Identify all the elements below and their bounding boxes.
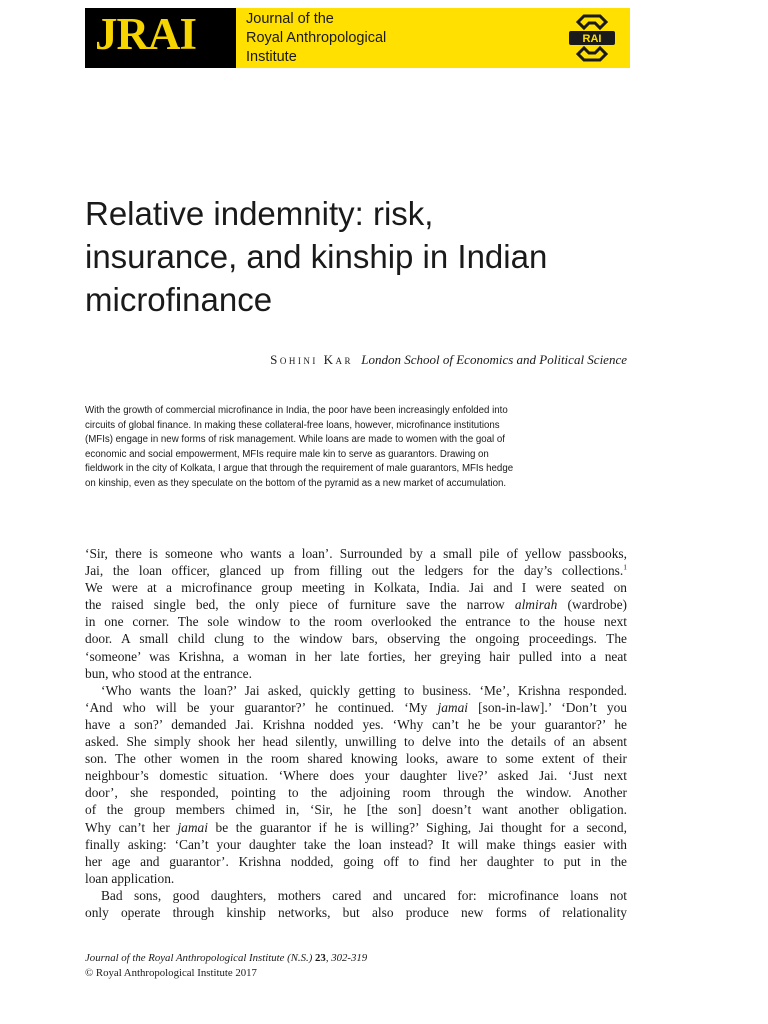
body-line: ‘someone’ was Krishna, a woman in her late forties, her greying hair pulled into a neat xyxy=(85,648,627,664)
body-line: neighbour’s domestic situation. ‘Where does your daughter live?’ asked Jai. ‘Just next xyxy=(85,768,627,784)
body-line: Jai, the loan officer, glanced up from filling out the ledgers for the day’s collections.$^1$ xyxy=(85,562,627,579)
body-line: the raised single bed, the only piece of furniture save the narrow almirah (wardrobe) xyxy=(85,597,627,613)
journal-name: Journal of the Royal Anthropological Institute xyxy=(246,11,387,65)
body-line: Bad sons, good daughters, mothers cared and uncared for: microfinance loans not xyxy=(101,887,627,903)
body-line: finally asking: ‘Can’t your daughter take the loan instead? It will make things easier with xyxy=(85,836,627,852)
body-line: door’, she responded, pointing to the adjoining room through the window. Another xyxy=(85,785,627,801)
svg-text:RAI: RAI xyxy=(582,33,602,45)
rai-emblem-icon xyxy=(566,12,618,64)
body-line: We were at a microfinance group meeting in Kolkata, India. Jai and I were seated on xyxy=(85,580,627,596)
body-line: ‘Sir, there is someone who wants a loan’. Surrounded by a small pile of yellow passbooks, xyxy=(85,546,627,561)
body-line: asked. She simply shook her head silently, unwilling to delve into the details of an absent xyxy=(85,734,627,750)
footnote-marker: 1 xyxy=(623,562,627,572)
abstract: With the growth of commercial microfinance in India, the poor have been increasingly enfolded into circuits of global finance. In making these collateral-free loans, however, microfinance institutions (MFIs) engage in new forms of risk management. While loans are made to women with the goal of economic and social empowerment, MFIs require male kin to serve as guarantors. Drawing on fieldwork in the city of Kolkata, I argue that through the requirement of male guarantors, MFIs hedge on kinship, even as they speculate on the bottom of the pyramid as a new market of accumulation. xyxy=(85,405,514,489)
byline xyxy=(270,352,627,368)
body-line: her age and guarantor’. Krishna nodded, going off to find her daughter to put in the xyxy=(85,853,627,869)
article-body xyxy=(85,545,627,921)
body-line: bun, who stood at the entrance. xyxy=(85,665,252,681)
citation-footer xyxy=(85,951,367,981)
body-line: son. The other women in the room shared knowing looks, aware to some extent of their xyxy=(85,751,627,767)
body-line: loan application. xyxy=(85,870,175,886)
body-line: have a son?’ demanded Jai. Krishna nodded yes. ‘Why can’t he be your guarantor?’ he xyxy=(85,716,627,732)
jrai-logo: JRAI xyxy=(95,9,197,59)
body-line: door. A small child clung to the window bars, observing the ongoing proceedings. The xyxy=(85,631,627,647)
copyright-notice: © Royal Anthropological Institute 2017 xyxy=(85,967,257,979)
journal-citation: Journal of the Royal Anthropological Institute (N.S.) 23, 302-319 xyxy=(85,952,368,964)
body-line: of the group members chimed in, ‘Sir, he [the son] doesn’t want another obligation. xyxy=(85,802,627,818)
author-name: Sohini Kar xyxy=(270,352,354,367)
body-line: in one corner. The sole window to the room overlooked the entrance to the house next xyxy=(85,614,627,630)
body-line: ‘And who will be your guarantor?’ he continued. ‘My jamai [son-in-law].’ ‘Don’t you xyxy=(85,699,627,715)
article-title: Relative indemnity: risk, insurance, and kinship in Indian microfinance xyxy=(85,195,548,318)
body-line: only operate through kinship networks, but also produce new forms of relationality xyxy=(85,904,627,920)
author-affiliation: London School of Economics and Political Science xyxy=(361,352,627,367)
body-line: ‘Who wants the loan?’ Jai asked, quickly getting to business. ‘Me’, Krishna responded. xyxy=(101,682,627,698)
body-line: Why can’t her jamai be the guarantor if he is willing?’ Sighing, Jai thought for a second, xyxy=(85,819,627,835)
